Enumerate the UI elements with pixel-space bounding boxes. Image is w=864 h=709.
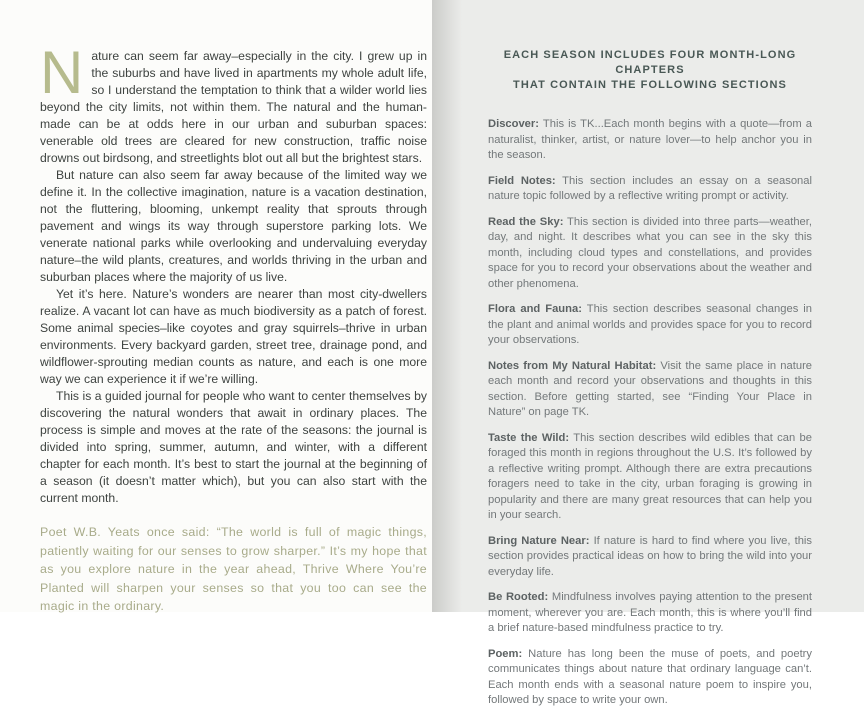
section-item-poem [488,647,812,709]
heading-line-1: EACH SEASON INCLUDES FOUR MONTH-LONG CHAPTERS [503,49,797,76]
paragraph-text: ature can seem far away–especially in the city. I grew up in the suburbs and have lived in apartments my whole adult life, so I understand the temptation to think that a wilder world lies beyond the city limits, not within them. The natural and the human-made can be at odds here in our urban and suburban spaces: venerable old trees are cleared for new construction, traffic noise drowns out birdsong, and streetlights blot out all but the brightest stars. [40,49,427,165]
right-page [432,0,864,706]
section-item-taste-the-wild [488,431,812,524]
section-text: This section is divided into three parts—weather, day, and night. It describes what you can see in the sky this month, including cloud types and constellations, and provides space for you to record your observations about the weather and other phenomena. [488,215,812,290]
section-text: Mindfulness involves paying attention to the present moment, wherever you are. Each month, this is where you’ll find a brief nature-based mindfulness practice to try. [488,591,812,634]
section-label: Flora and Fauna: [488,303,582,315]
intro-paragraph-2: But nature can also seem far away because of the limited way we define it. In the collective imagination, nature is a vacation destination, not the fluttering, blooming, unkempt reality that sprouts through pavement and wings its way through superstore parking lots. We venerate national parks while overlooking and undervaluing everyday nature–the wild plants, creatures, and worlds thriving in the urban and suburban places where the majority of us live. [40,168,427,284]
section-item-field-notes [488,174,812,205]
section-label: Field Notes: [488,174,556,187]
section-label: Poem: [488,647,523,660]
section-item-discover [488,117,812,164]
section-label: Be Rooted: [488,591,549,603]
section-label: Discover: [488,118,539,130]
section-text: If nature is hard to find where you live, this section provides practical ideas on how to bring the wild into your everyday life. [488,534,813,578]
intro-paragraph-1 [40,39,427,167]
page-heading [488,48,812,93]
yeats-quote-paragraph: Poet W.B. Yeats once said: “The world is full of magic things, patiently waiting for our senses to grow sharper.” It’s my hope that as you explore nature in the year ahead, Thrive Where You’re Planted will sharpen your senses so that you too can see the magic in the ordinary. [40,525,427,613]
intro-paragraph-4: This is a guided journal for people who want to center themselves by discovering the natural wonders that await in ordinary places. The process is simple and moves at the rate of the seasons: the journal is divided into spring, summer, autumn, and winter, with a different chapter for each month. It’s best to start the journal at the beginning of a season (it doesn’t matter which), but you can also start with the current month. [40,389,427,505]
section-text: Nature has long been the muse of poets, and poetry communicates things about nature that ordinary language can’t. Each month ends with a seasonal nature poem to inspire you, followed by space to write your own. [488,647,812,706]
section-item-notes-habitat [488,359,812,421]
section-label: Bring Nature Near: [488,534,590,547]
section-item-read-the-sky [488,215,812,293]
section-text: This section includes an essay on a seasonal nature topic followed by a reflective writing prompt or activity. [488,174,812,202]
section-text: This is TK...Each month begins with a quote—from a naturalist, thinker, artist, or nature lover—to help anchor you in the season. [488,118,812,161]
section-label: Taste the Wild: [488,431,570,444]
section-list [488,117,812,709]
dropcap-letter: N [40,39,82,106]
left-page-body [40,39,427,507]
gutter-shadow [432,0,462,612]
heading-line-2: THAT CONTAIN THE FOLLOWING SECTIONS [513,79,787,91]
intro-paragraph-3: Yet it’s here. Nature’s wonders are nearer than most city-dwellers realize. A vacant lot can have as much biodiversity as a patch of forest. Some animal species–like coyotes and gray squirrels–thrive in urban environments. Every backyard garden, street tree, drainage pond, and wildflower-sprouting median counts as nature, and each is one more way we can experience it if we’re willing. [40,287,427,386]
section-label: Read the Sky: [488,215,564,228]
section-text: This section describes seasonal changes in the plant and animal worlds and provides space for you to record your observations. [488,303,812,346]
section-text: This section describes wild edibles that can be foraged this month in regions throughout the U.S. It’s followed by a reflective writing prompt. Although there are extra precautions foragers need to take in the city, urban foraging is growing in popularity and there are many great resources that can help you in your search. [488,431,813,521]
section-item-be-rooted [488,590,812,637]
section-text: Visit the same place in nature each month and record your observations and thoughts in this section. Before getting started, see “Finding Your Place in Nature” on page TK. [488,359,813,418]
left-page [0,0,432,612]
section-label: Notes from My Natural Habitat: [488,359,657,372]
section-item-flora-and-fauna [488,302,812,349]
section-item-bring-nature-near [488,534,812,581]
